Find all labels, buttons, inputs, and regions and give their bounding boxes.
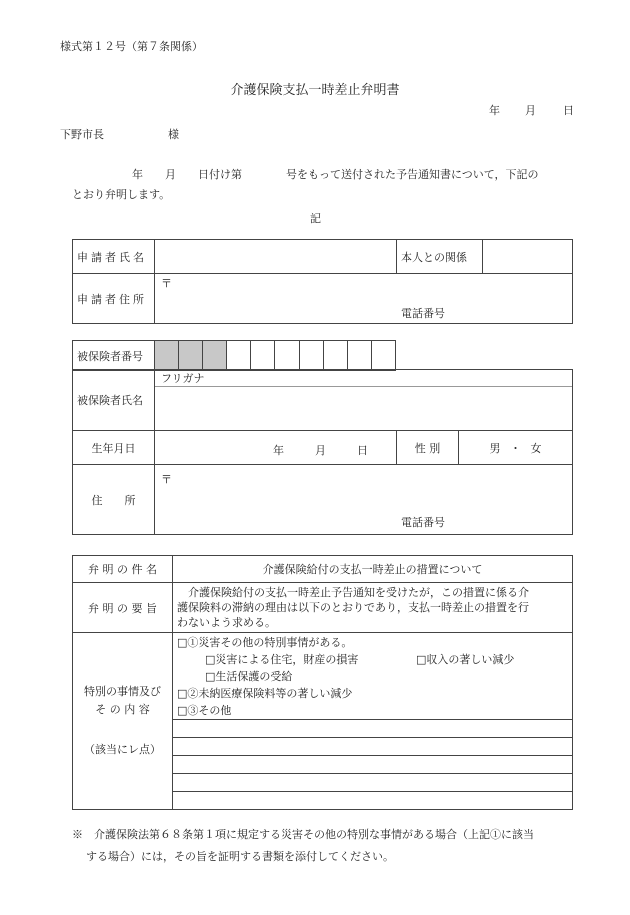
insured-number-digit[interactable]: [347, 341, 371, 371]
explanation-table: [72, 555, 573, 810]
gist-line-1: 介護保険給付の支払一時差止予告通知を受けたが，この措置に係る介: [188, 586, 529, 599]
birthdate-month: 月: [315, 444, 326, 457]
form-number: 様式第１２号（第７条関係）: [60, 40, 203, 53]
gist-value: [173, 583, 573, 633]
insured-address-field[interactable]: [155, 465, 573, 535]
option-1-checkbox[interactable]: □①災害その他の特別事情がある。: [177, 636, 353, 649]
applicant-address-label: 申請者住所: [73, 274, 155, 324]
birthdate-year: 年: [273, 444, 284, 457]
birthdate-label: 生年月日: [73, 431, 155, 465]
option-1a-checkbox[interactable]: □災害による住宅，財産の損害: [205, 653, 359, 666]
insured-number-table: [72, 340, 396, 371]
insured-table: [72, 369, 573, 535]
applicant-phone-label: 電話番号: [401, 307, 445, 320]
insured-name-label: 被保険者氏名: [73, 370, 155, 431]
date-month: 月: [525, 104, 536, 117]
body-text-2: とおり弁明します。: [72, 188, 171, 201]
footnote-line-2: する場合）には，その旨を証明する書類を添付してください。: [86, 850, 394, 863]
sex-options[interactable]: 男 ・ 女: [459, 431, 573, 465]
insured-number-digit[interactable]: [251, 341, 275, 371]
circumstances-label-1: 特別の事情及び: [84, 685, 161, 698]
sex-label: 性 別: [397, 431, 459, 465]
applicant-table: [72, 239, 573, 324]
page-title: 介護保険支払一時差止弁明書: [230, 83, 400, 98]
body-text-1: 年 月 日付け第 号をもって送付された予告通知書について，下記の: [132, 168, 539, 181]
birthdate-field[interactable]: [155, 431, 397, 465]
option-1c-checkbox[interactable]: □生活保護の受給: [205, 670, 293, 683]
insured-phone-label: 電話番号: [401, 516, 445, 529]
insured-number-digit[interactable]: [323, 341, 347, 371]
date-day: 日: [563, 104, 574, 117]
applicant-name-field[interactable]: [155, 240, 397, 274]
applicant-name-label: 申請者氏名: [73, 240, 155, 274]
gist-line-3: わないよう求める。: [177, 616, 276, 629]
relation-field[interactable]: [483, 240, 573, 274]
insured-name-field[interactable]: [155, 387, 573, 431]
other-detail-line[interactable]: [173, 774, 573, 792]
other-detail-line[interactable]: [173, 720, 573, 738]
subject-value: 介護保険給付の支払一時差止の措置について: [173, 556, 573, 583]
circumstances-label-2: そ の 内 容: [95, 703, 150, 716]
circumstances-label: [73, 633, 173, 810]
footnote-line-1: ※ 介護保険法第６８条第１項に規定する災害その他の特別な事情がある場合（上記①に該当: [72, 828, 534, 841]
addressee-name: 下野市長: [60, 128, 104, 141]
birthdate-day: 日: [357, 444, 368, 457]
option-1b-checkbox[interactable]: □収入の著しい減少: [416, 653, 515, 666]
option-3-checkbox[interactable]: □③その他: [177, 704, 232, 717]
circumstances-note: （該当にレ点）: [84, 743, 161, 756]
insured-postal-mark: 〒: [161, 473, 172, 486]
other-detail-line[interactable]: [173, 738, 573, 756]
insured-number-label: 被保険者番号: [73, 341, 155, 371]
insured-number-digit[interactable]: [227, 341, 251, 371]
subject-label: 弁 明 の 件 名: [73, 556, 173, 583]
gist-label: 弁 明 の 要 旨: [73, 583, 173, 633]
applicant-postal-mark: 〒: [161, 277, 172, 290]
insured-number-digit: [203, 341, 227, 371]
other-detail-line[interactable]: [173, 756, 573, 774]
insured-number-digit: [179, 341, 203, 371]
furigana-label: フリガナ: [155, 370, 573, 387]
addressee-honorific: 様: [168, 128, 179, 141]
insured-address-label: 住 所: [73, 465, 155, 535]
gist-line-2: 護保険料の滞納の理由は以下のとおりであり，支払一時差止の措置を行: [177, 601, 529, 614]
date-year: 年: [489, 104, 500, 117]
insured-number-digit: [155, 341, 179, 371]
applicant-address-field[interactable]: [155, 274, 573, 324]
options-cell: [173, 633, 573, 720]
ki-label: 記: [310, 212, 321, 225]
insured-number-digit[interactable]: [299, 341, 323, 371]
option-2-checkbox[interactable]: □②未納医療保険料等の著しい減少: [177, 687, 353, 700]
relation-label: 本人との関係: [397, 240, 483, 274]
insured-number-digit[interactable]: [275, 341, 299, 371]
insured-number-digit[interactable]: [371, 341, 395, 371]
other-detail-line[interactable]: [173, 792, 573, 810]
